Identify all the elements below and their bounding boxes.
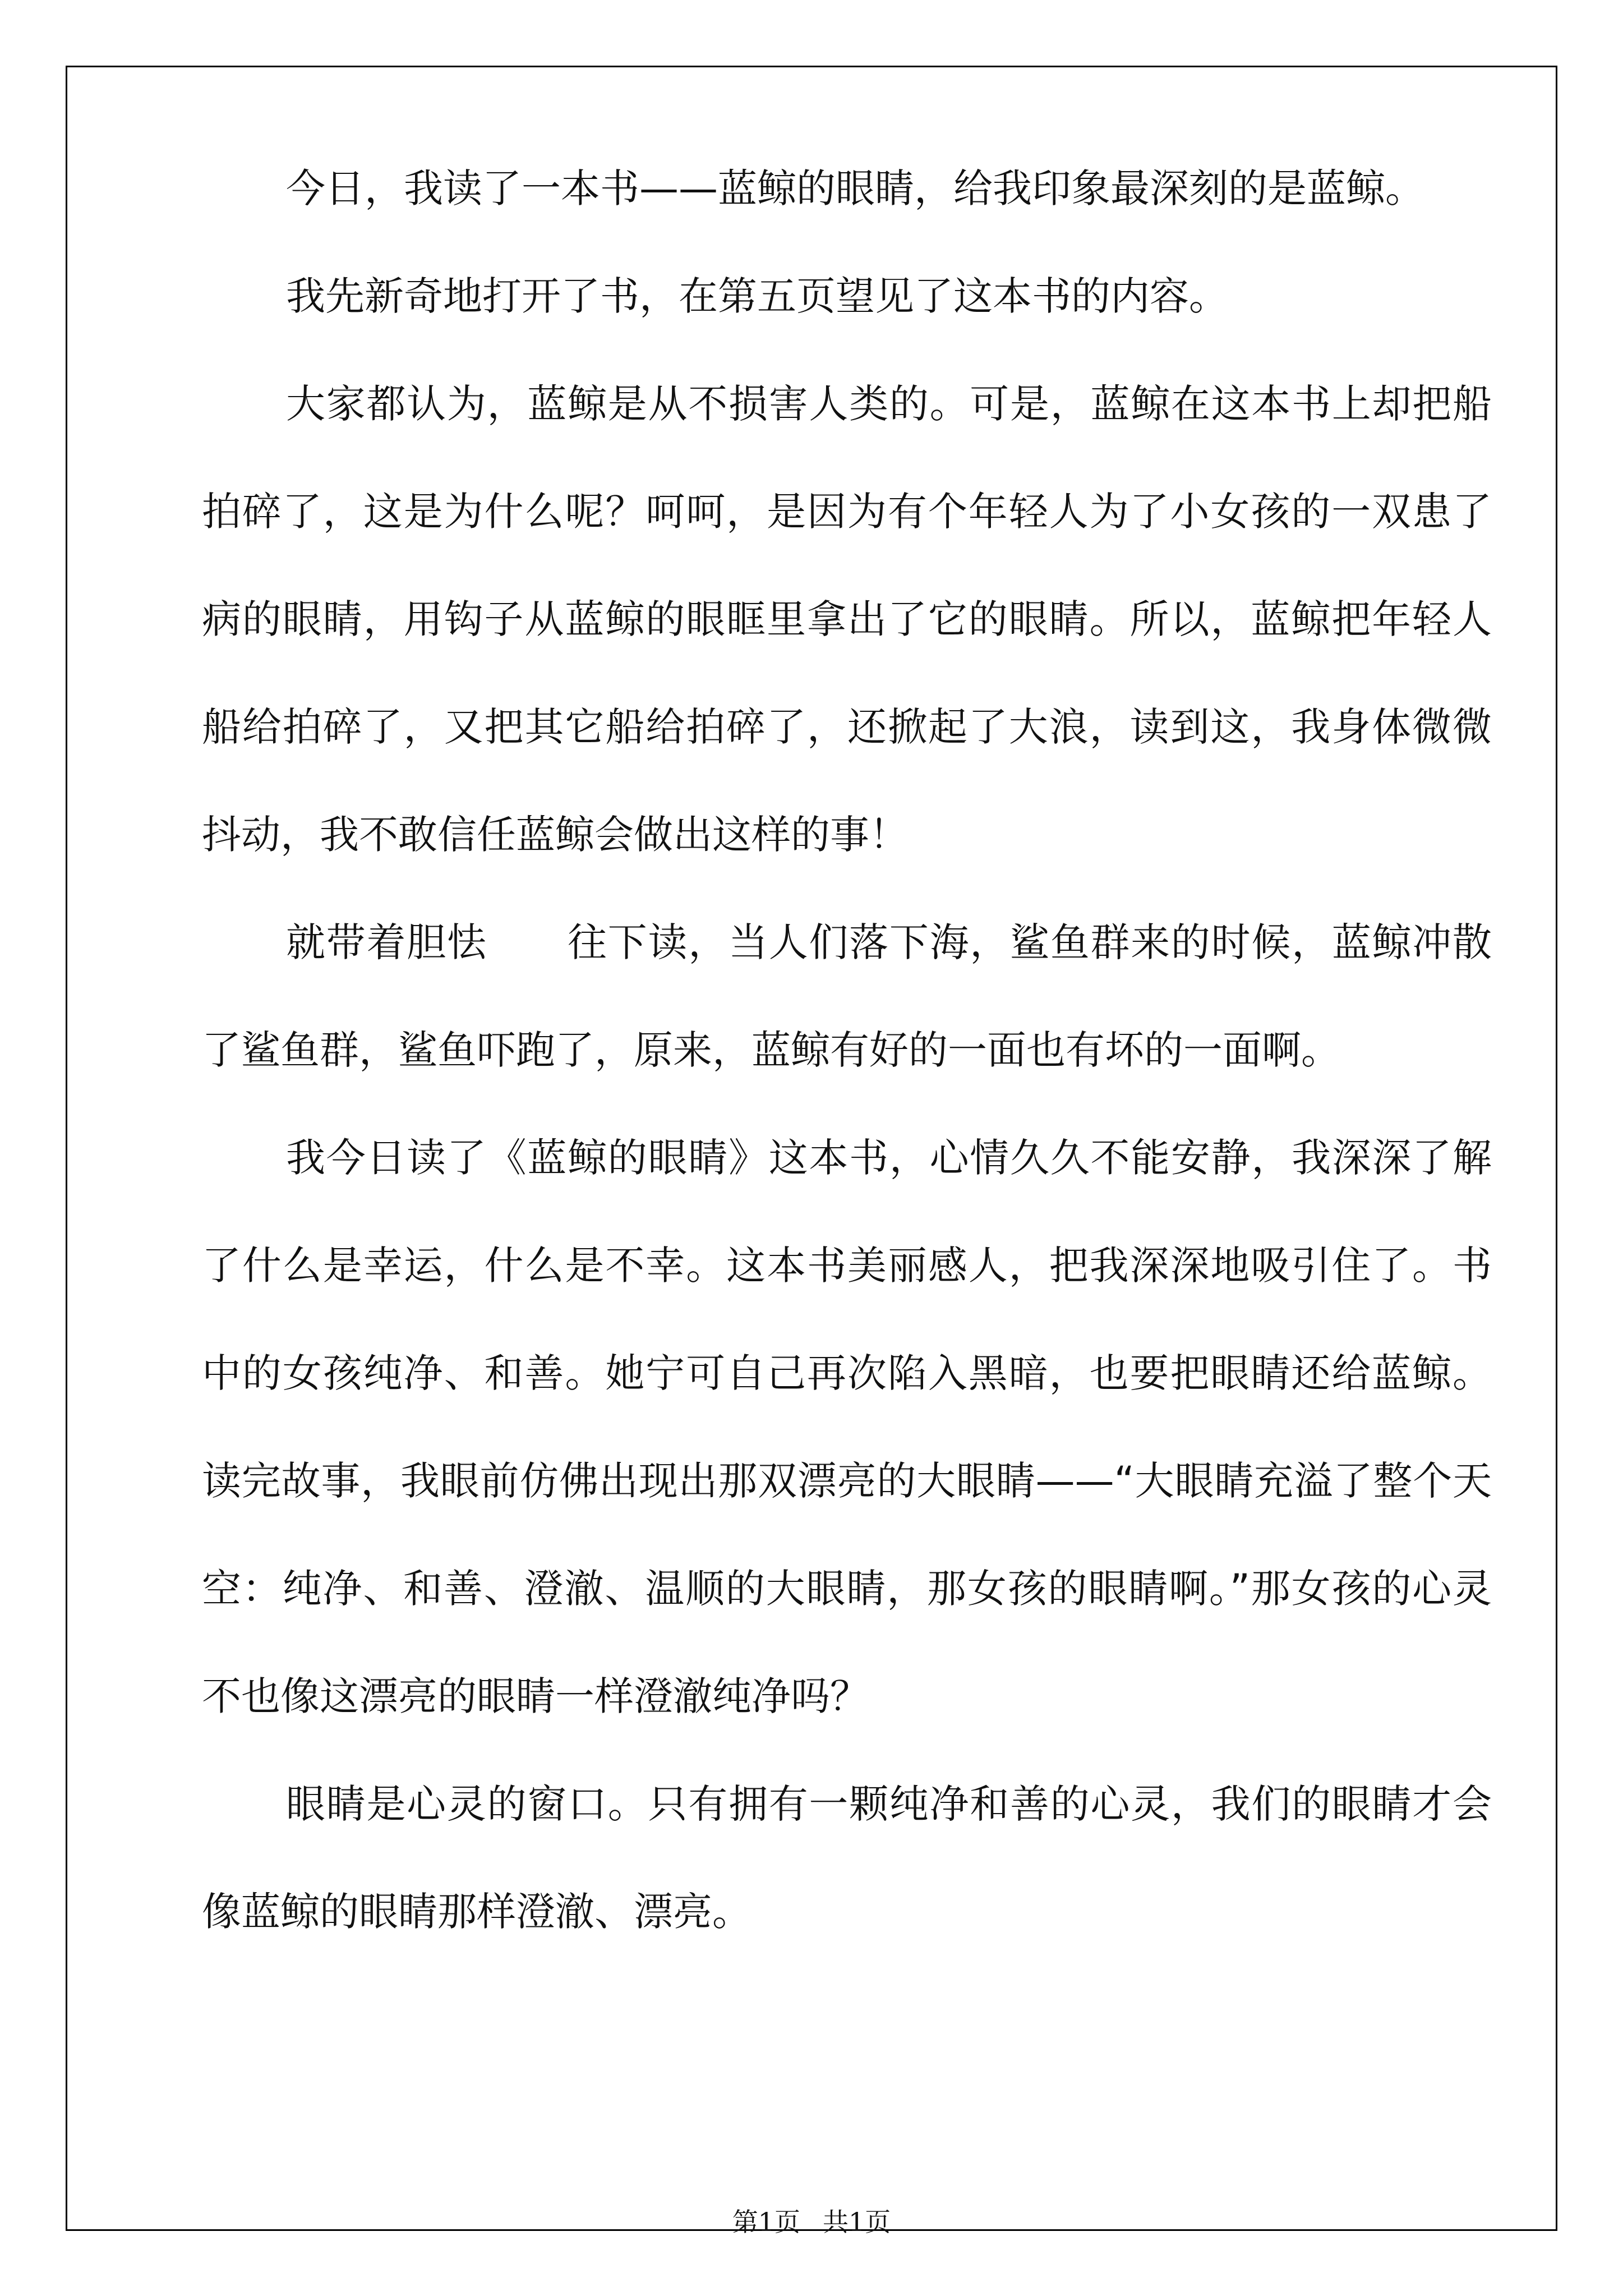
paragraph-3: 大家都认为，蓝鲸是从不损害人类的。可是，蓝鲸在这本书上却把船拍碎了，这是为什么呢？呵呵，是因为有个年轻人为了小女孩的一双患了病的眼睛，用钩子从蓝鲸的眼眶里拿出了它的眼睛。所以，蓝鲸把年轻人船给拍碎了，又把其它船给拍碎了，还掀起了大浪，读到这，我身体微微抖动，我不敢信任蓝鲸会做出这样的事！ <box>202 381 1492 858</box>
page-number-current: 第1页 <box>732 2207 800 2237</box>
document-body <box>202 135 1559 2109</box>
page-footer <box>67 2202 1556 2239</box>
paragraph-4: 就带着胆怯 往下读，当人们落下海，鲨鱼群来的时候，蓝鲸冲散了鲨鱼群，鲨鱼吓跑了，原来，蓝鲸有好的一面也有坏的一面啊。 <box>202 919 1492 1073</box>
paragraph-1: 今日，我读了一本书——蓝鲸的眼睛，给我印象最深刻的是蓝鲸。 <box>286 165 1424 211</box>
page-number-total: 共1页 <box>823 2207 891 2237</box>
paragraph-5: 我今日读了《蓝鲸的眼睛》这本书，心情久久不能安静，我深深了解了什么是幸运，什么是不幸。这本书美丽感人，把我深深地吸引住了。书中的女孩纯净、和善。她宁可自己再次陷入黑暗，也要把眼睛还给蓝鲸。读完故事，我眼前仿佛出现出那双漂亮的大眼睛——“大眼睛充溢了整个天空：纯净、和善、澄澈、温顺的大眼睛，那女孩的眼睛啊。”那女孩的心灵不也像这漂亮的眼睛一样澄澈纯净吗？ <box>202 1135 1492 1719</box>
page-frame <box>66 66 1557 2237</box>
paragraph-2: 我先新奇地打开了书，在第五页望见了这本书的内容。 <box>286 273 1228 319</box>
paragraph-6: 眼睛是心灵的窗口。只有拥有一颗纯净和善的心灵，我们的眼睛才会像蓝鲸的眼睛那样澄澈、漂亮。 <box>202 1781 1492 1935</box>
